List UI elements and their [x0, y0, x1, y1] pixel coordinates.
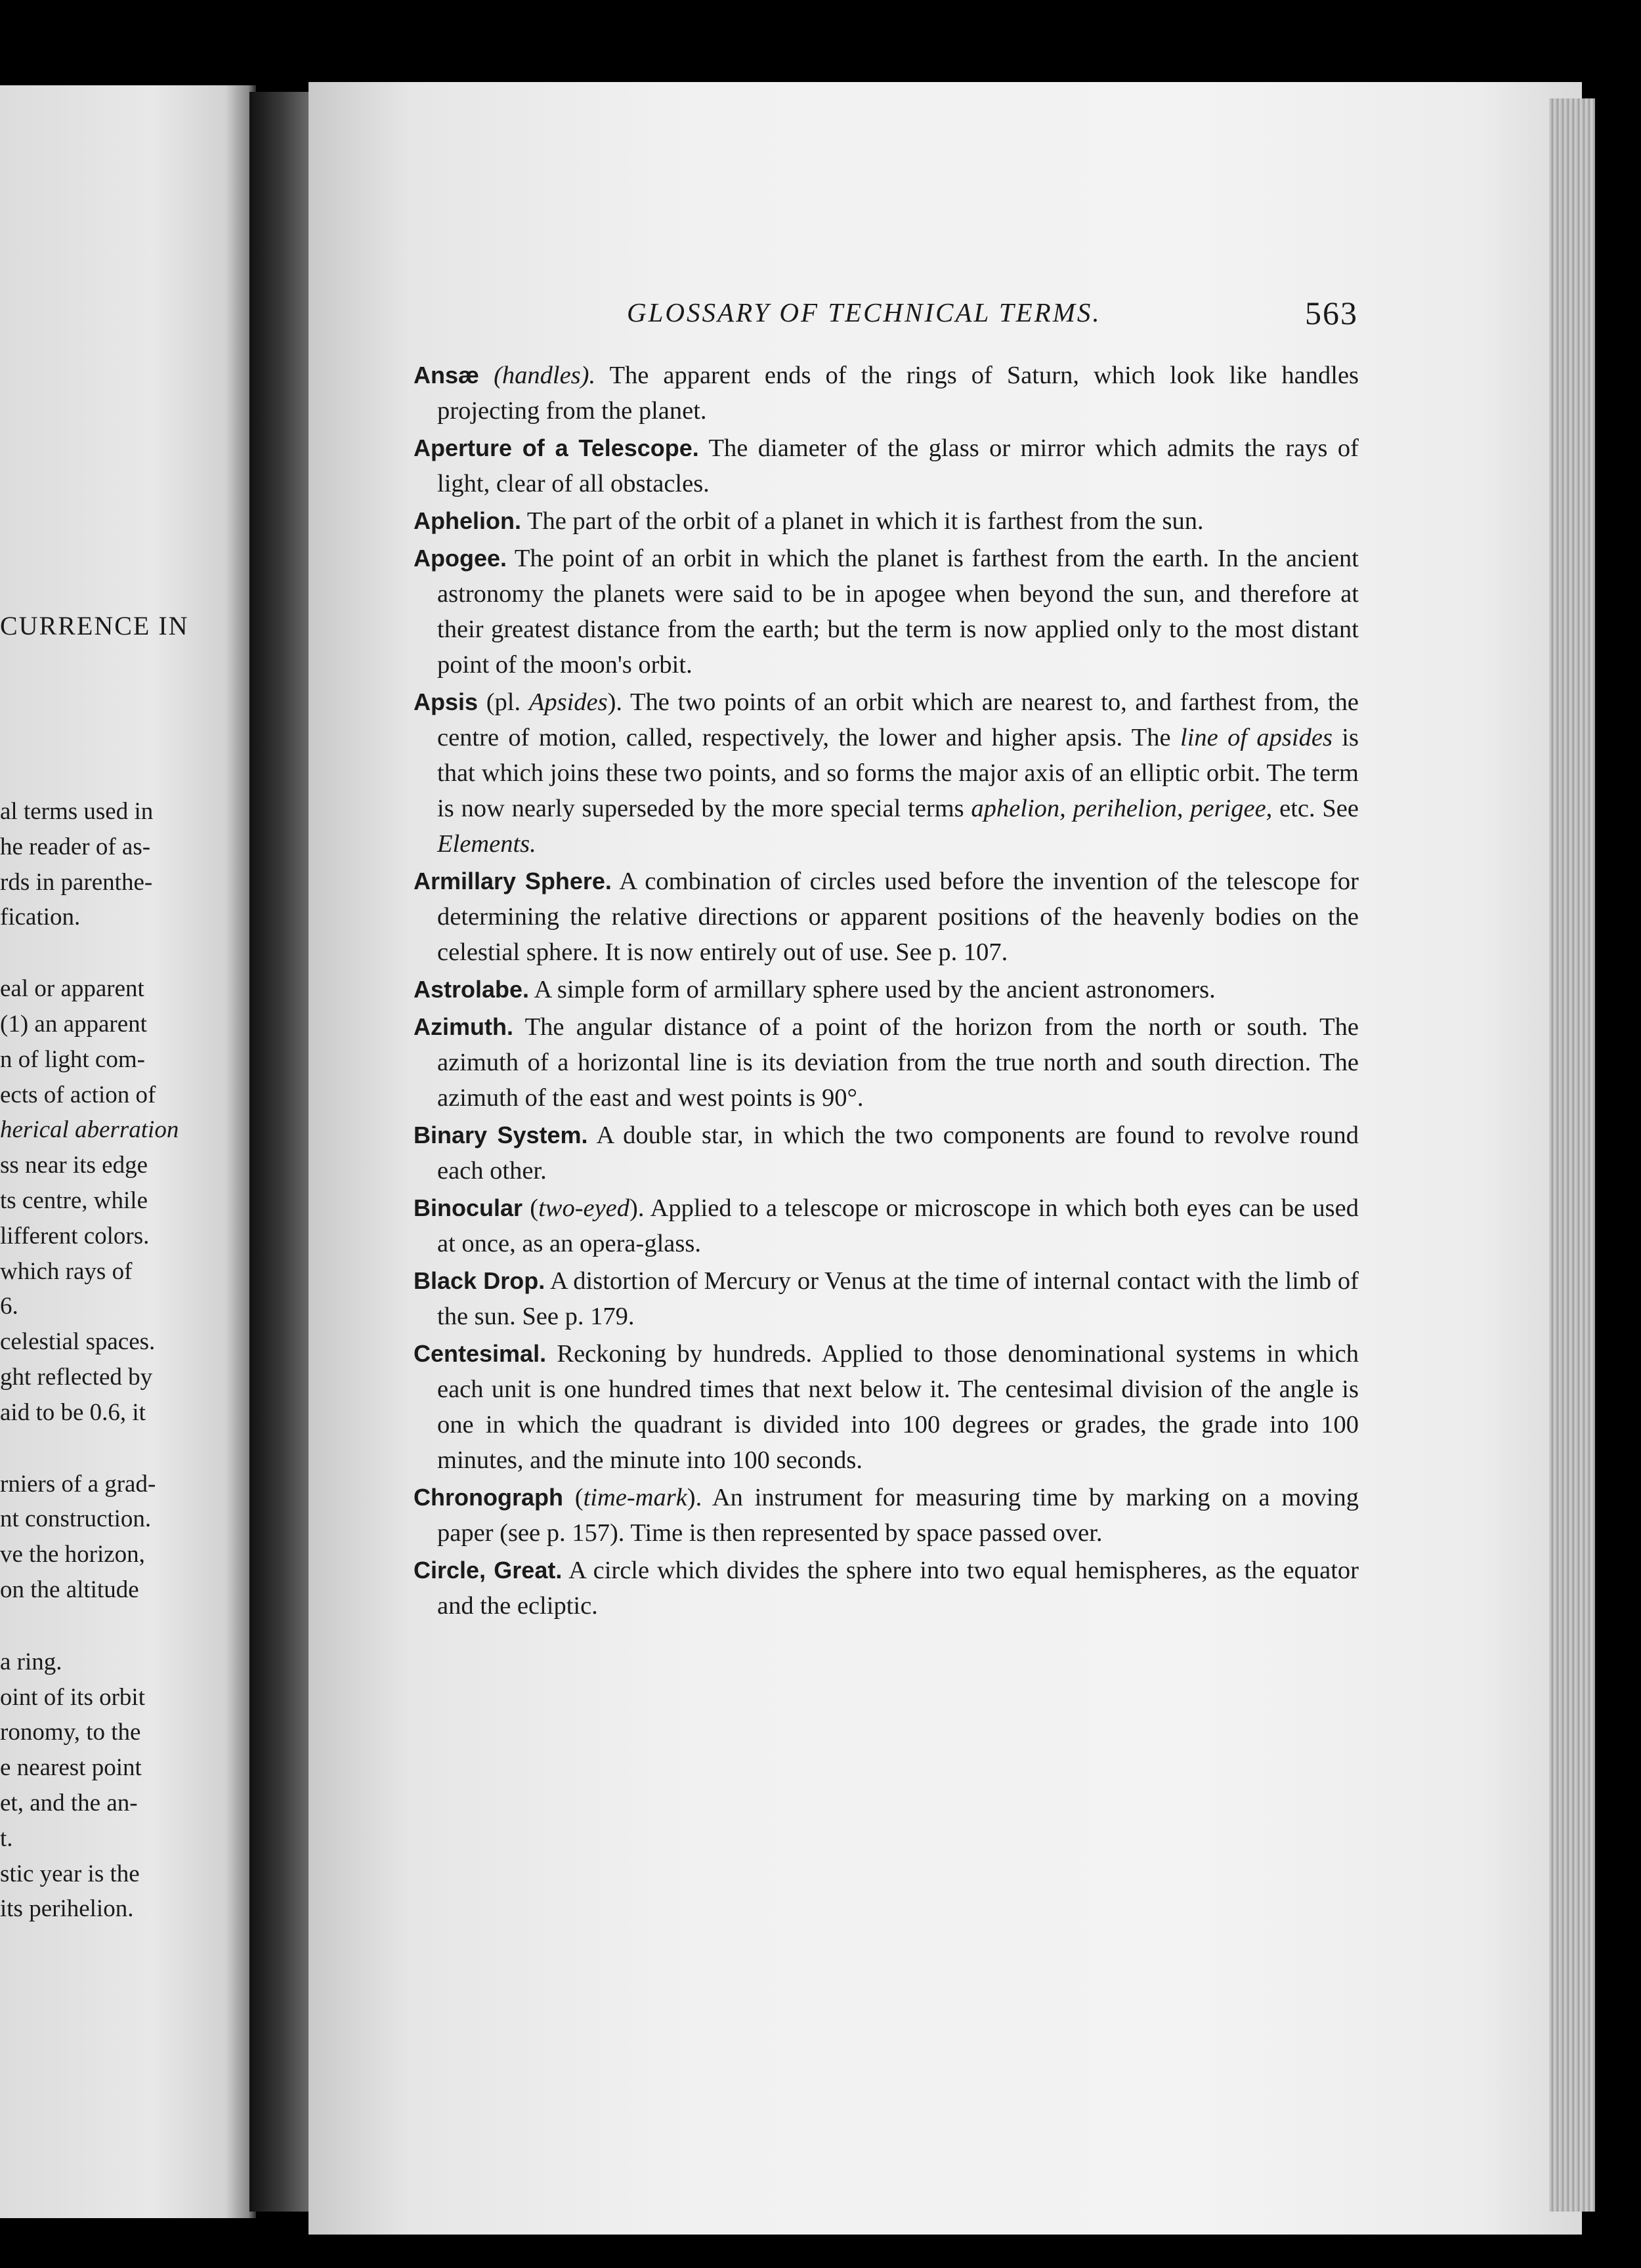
- facing-line: rniers of a grad-: [0, 1470, 156, 1498]
- entry-term: Aperture of a Telescope.: [414, 434, 699, 461]
- entry-text: The part of the orbit of a planet in which it is farthest from the sun.: [521, 507, 1204, 535]
- facing-line: t.: [0, 1824, 13, 1852]
- facing-line: nt construction.: [0, 1505, 152, 1533]
- entry-term: Binary System.: [414, 1122, 588, 1148]
- facing-line: al terms used in: [0, 798, 154, 825]
- facing-line: its perihelion.: [0, 1895, 134, 1923]
- entry-gloss: time-mark: [583, 1484, 687, 1511]
- facing-line: 6.: [0, 1293, 18, 1320]
- facing-line: aid to be 0.6, it: [0, 1398, 146, 1426]
- entry-term: Aphelion.: [414, 507, 521, 534]
- entry-term: Circle, Great.: [414, 1557, 563, 1584]
- glossary-entry: [414, 1009, 1359, 1116]
- facing-line: [0, 935, 179, 971]
- facing-line: n of light com-: [0, 1045, 145, 1073]
- entry-text: Reckoning by hundreds. Applied to those denominational systems in which each unit is one hundred times that next below it. The centesimal division of the angle is one in which the quadrant is divided into 100 degrees or grades, the grade into 100 minutes, and the minute into 100 seconds.: [437, 1340, 1359, 1474]
- entry-text: The apparent ends of the rings of Saturn, which look like handles projecting from the planet.: [437, 362, 1359, 425]
- facing-line: ght reflected by: [0, 1363, 153, 1391]
- facing-line: celestial spaces.: [0, 1328, 156, 1356]
- facing-line: [0, 1431, 179, 1467]
- facing-line: ects of action of: [0, 1081, 156, 1108]
- glossary-entry: [414, 358, 1359, 429]
- running-head: GLOSSARY OF TECHNICAL TERMS.: [627, 297, 1101, 327]
- facing-line: (1) an apparent: [0, 1010, 147, 1038]
- entry-prefix: (: [522, 1194, 539, 1222]
- facing-line: which rays of: [0, 1257, 133, 1285]
- entry-text: The point of an orbit in which the planet is farthest from the earth. In the ancient astronomy the planets were said to be in apogee when beyond the sun, and therefore at their greatest distance from the earth; but the term is now applied only to the most distant point of the moon's orbit.: [437, 545, 1359, 679]
- glossary-entry: [414, 1190, 1359, 1261]
- entry-term: Azimuth.: [414, 1013, 513, 1040]
- glossary-entry: [414, 1480, 1359, 1551]
- entry-term: Apogee.: [414, 545, 507, 572]
- entry-text: ). An instrument for measuring time by marking on a moving paper (see p. 157). Time is then represented by space passed over.: [437, 1484, 1359, 1547]
- entry-term: Ansæ: [414, 362, 480, 388]
- entry-term: Binocular: [414, 1194, 523, 1221]
- facing-page-heading: CURRENCE IN: [0, 611, 189, 640]
- facing-line: ts centre, while: [0, 1186, 148, 1214]
- facing-line: eal or apparent: [0, 975, 144, 1003]
- entry-prefix: (pl.: [478, 688, 529, 716]
- facing-page: [0, 85, 256, 2218]
- facing-line: ve the horizon,: [0, 1541, 145, 1568]
- facing-line: herical aberration: [0, 1116, 179, 1144]
- entry-text: A distortion of Mercury or Venus at the time of internal contact with the limb of the sun. See p. 179.: [437, 1267, 1359, 1330]
- facing-line: ss near its edge: [0, 1152, 148, 1179]
- entry-term: Armillary Sphere.: [414, 868, 612, 894]
- entry-text: etc. See: [1272, 795, 1359, 822]
- entry-term: Black Drop.: [414, 1267, 545, 1294]
- entry-term: Astrolabe.: [414, 976, 530, 1003]
- entry-gloss: two-eyed: [538, 1194, 630, 1222]
- entry-text: A simple form of armillary sphere used by the ancient astronomers.: [529, 976, 1216, 1003]
- entry-term: Apsis: [414, 688, 479, 715]
- entry-term: Centesimal.: [414, 1340, 547, 1367]
- entry-text: ). Applied to a telescope or microscope in which both eyes can be used at once, as an opera-glass.: [437, 1194, 1359, 1257]
- facing-page-lines: [0, 794, 179, 1927]
- facing-line: oint of its orbit: [0, 1683, 145, 1711]
- glossary-entry: [414, 864, 1359, 970]
- glossary-entry: [414, 1263, 1359, 1334]
- entry-text: The diameter of the glass or mirror which admits the rays of light, clear of all obstacles.: [437, 434, 1359, 497]
- glossary-entry: [414, 684, 1359, 862]
- facing-line: a ring.: [0, 1648, 62, 1675]
- facing-line: e nearest point: [0, 1754, 142, 1782]
- entry-gloss: (handles).: [494, 362, 596, 389]
- entry-text: is that which joins these two points, and so forms the major axis of an elliptic orbit. The term is now nearly superseded by the more special terms: [437, 724, 1359, 822]
- glossary-entry: [414, 541, 1359, 682]
- entry-prefix: (: [563, 1484, 584, 1511]
- entry-gloss: Elements.: [437, 830, 536, 858]
- entry-gloss: aphelion, perihelion, perigee,: [971, 795, 1273, 822]
- entry-term: Chronograph: [414, 1484, 563, 1511]
- glossary-entry: [414, 430, 1359, 501]
- facing-line: lifferent colors.: [0, 1222, 150, 1250]
- entry-gloss: line of apsides: [1180, 724, 1332, 751]
- glossary-entry: [414, 503, 1359, 539]
- glossary-entry: [414, 1118, 1359, 1188]
- glossary-entry: [414, 1336, 1359, 1478]
- facing-line: on the altitude: [0, 1576, 139, 1603]
- glossary-list: [414, 358, 1359, 1626]
- entry-text: A combination of circles used before the invention of the telescope for determining the relative directions or apparent positions of the heavenly bodies on the celestial sphere. It is now entirely out of use. See p. 107.: [437, 868, 1359, 966]
- facing-line: [0, 1608, 179, 1645]
- entry-gloss: Apsides: [528, 688, 608, 716]
- facing-line: he reader of as-: [0, 833, 151, 860]
- facing-line: stic year is the: [0, 1860, 140, 1887]
- entry-text: A circle which divides the sphere into two equal hemispheres, as the equator and the ecliptic.: [437, 1557, 1359, 1620]
- page-edges: [1549, 98, 1595, 2212]
- facing-line: ronomy, to the: [0, 1719, 141, 1746]
- entry-text: The angular distance of a point of the horizon from the north or south. The azimuth of a horizontal line is its deviation from the true north and south direction. The azimuth of the east and west points is 90°.: [437, 1013, 1359, 1112]
- entry-text: ). The two points of an orbit which are nearest to, and farthest from, the centre of motion, called, respectively, the lower and higher apsis. The: [437, 688, 1359, 751]
- facing-line: rds in parenthe-: [0, 868, 153, 896]
- facing-line: fication.: [0, 904, 81, 931]
- entry-text: A double star, in which the two components are found to revolve round each other.: [437, 1122, 1359, 1185]
- glossary-entry: [414, 1553, 1359, 1624]
- glossary-entry: [414, 972, 1359, 1007]
- facing-line: et, and the an-: [0, 1789, 138, 1816]
- page-number: 563: [1305, 295, 1358, 331]
